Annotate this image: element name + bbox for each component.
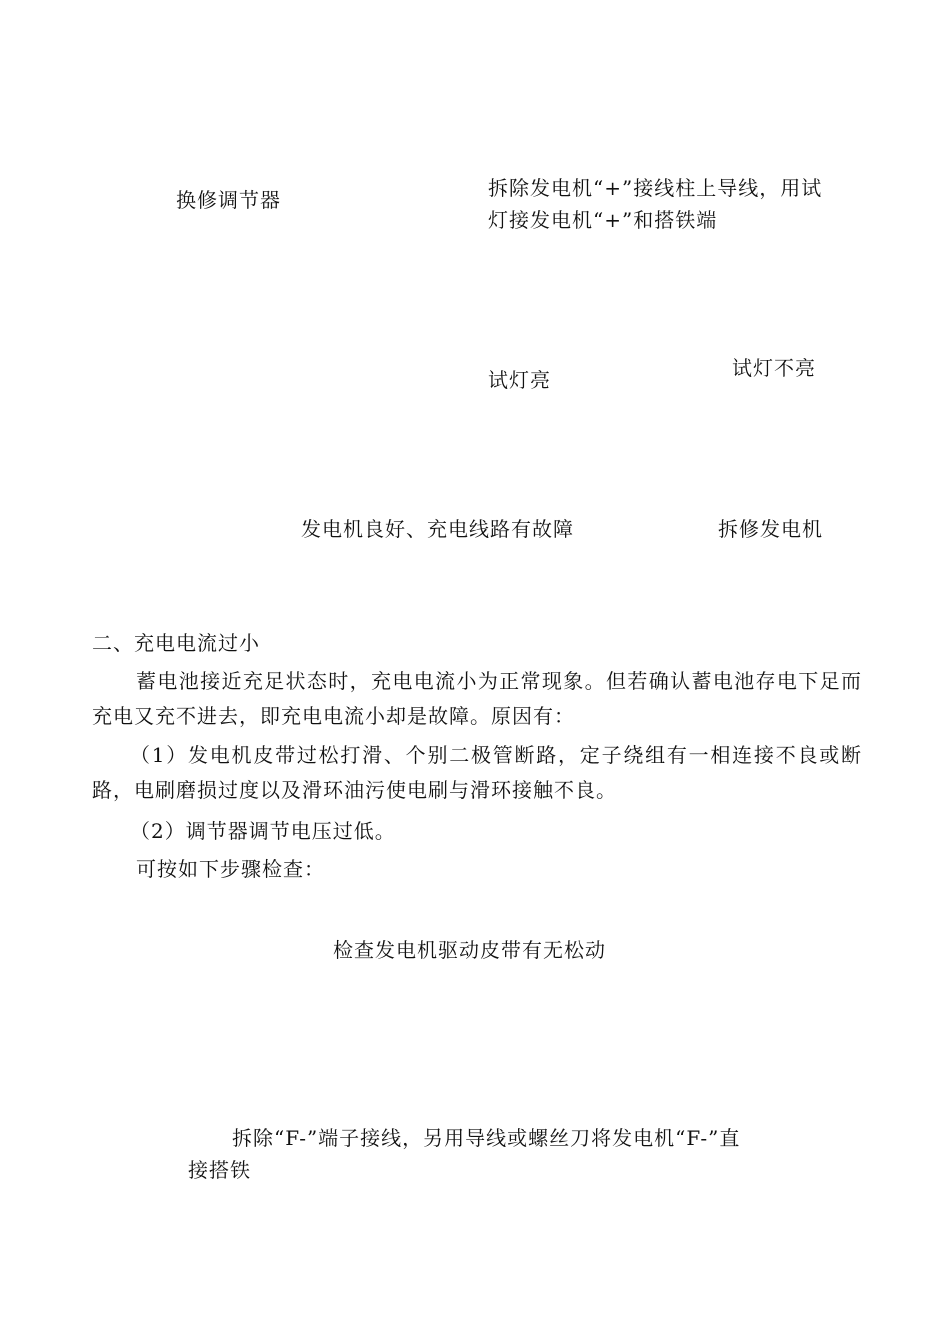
- flow-node-repair-generator: 拆修发电机: [718, 517, 823, 541]
- paragraph-cause-2: （2）调节器调节电压过低。: [130, 819, 396, 843]
- flow-node-remove-positive-wire: [488, 172, 822, 236]
- flow-node-lamp-on: 试灯亮: [488, 368, 551, 392]
- flow-node-replace-regulator: 换修调节器: [176, 188, 281, 212]
- flow-node-remove-f-terminal-line2: 接搭铁: [188, 1158, 251, 1182]
- flow-node-remove-f-terminal-line1: 拆除“F-”端子接线，另用导线或螺丝刀将发电机“F-”直: [232, 1126, 741, 1150]
- flow-node-generator-ok: 发电机良好、充电线路有故障: [301, 517, 574, 541]
- flow-node-remove-positive-wire-line1: 拆除发电机“+”接线柱上导线，用试: [488, 176, 823, 200]
- paragraph-intro: 蓄电池接近充足状态时，充电电流小为正常现象。但若确认蓄电池存电下足而充电又充不进去，即充电电流小却是故障。原因有：: [92, 669, 862, 728]
- paragraph-cause-1: （1）发电机皮带过松打滑、个别二极管断路，定子绕组有一相连接不良或断路，电刷磨损过度以及滑环油污使电刷与滑环接触不良。: [92, 743, 862, 802]
- flow-node-lamp-off: 试灯不亮: [732, 356, 816, 380]
- paragraph-steps-intro: 可按如下步骤检查：: [136, 857, 325, 881]
- flow-node-check-belt: 检查发电机驱动皮带有无松动: [333, 938, 606, 962]
- flow-node-remove-positive-wire-line2: 灯接发电机“+”和搭铁端: [488, 208, 718, 232]
- flow-node-remove-f-terminal: [188, 1122, 740, 1186]
- section-heading: 二、充电电流过小: [92, 631, 260, 655]
